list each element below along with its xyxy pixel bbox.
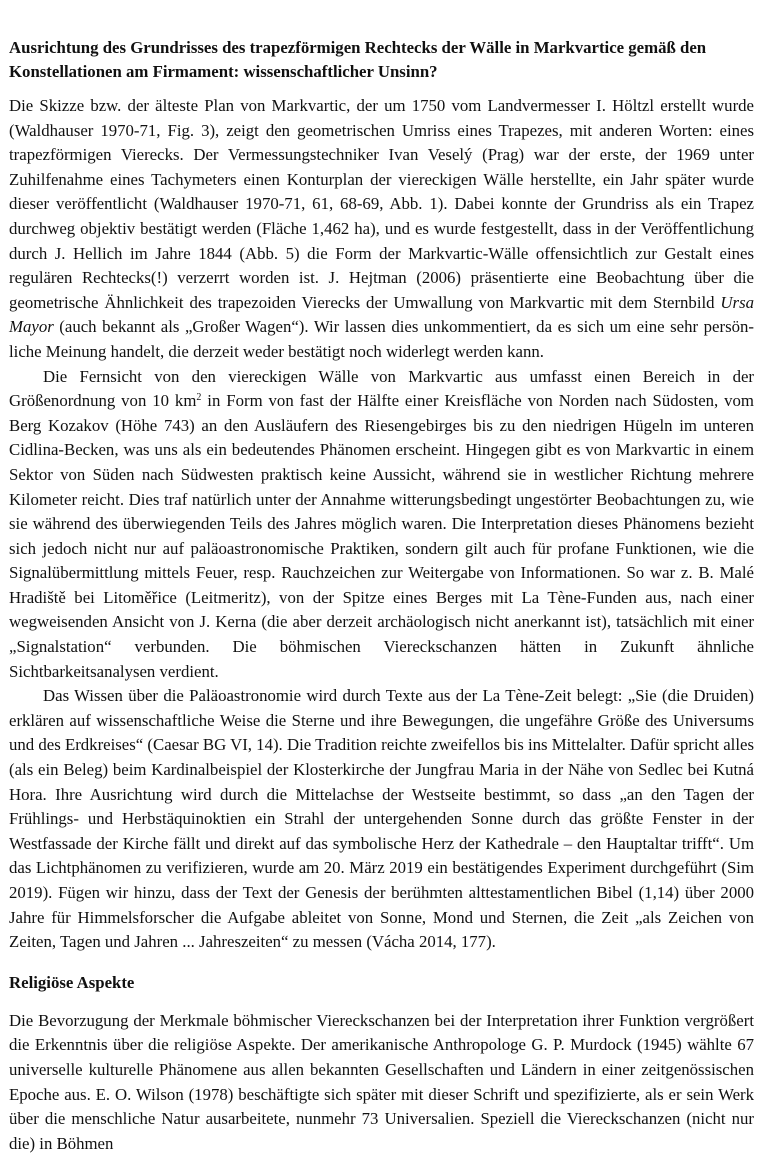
paragraph-1-text-a: Die Skizze bzw. der älteste Plan von Markvartic, der um 1750 vom Landvermesser I. Höltzl erstellt wurde (Waldhauser 1970-71, Fig. 3), zeigt den geometrischen Umriss eines Trapezes, mit anderen Worten: eines trapezförmigen Vierecks. Der Vermessungstechniker Ivan Veselý (Prag) war der erste, der 1969 unter Zuhilfenahme eines Tachymeters einen Konturplan der viereckigen Wälle herstellte, ein Jahr später wurde dieser veröffentlicht (Waldhauser 1970-71, 61, 68-69, Abb. 1). Dabei konnte der Grundriss als ein Trapez durchweg objektiv bestätigt werden (Fläche 1,462 ha), und es wurde festgestellt, dass in der Veröffentlichung durch J. Hellich im Jahre 1844 (Abb. 5) die Form der Markvartic-Wälle offensichtlich zur Gestalt eines regulären Rechtecks(!) verzerrt worden ist. J. Hejtman (2006) präsentierte eine Beobachtung über die geometrische Ähnlichkeit des trapezoiden Vierecks der Umwallung von Markvartic mit dem Sternbild <box>9 96 754 312</box>
paragraph-2 <box>9 365 754 685</box>
paragraph-1-text-b: (auch bekannt als „Großer Wagen“). Wir lassen dies unkommentiert, da es sich um eine sehr persönliche Meinung handelt, die derzeit weder bestätigt noch widerlegt werden kann. <box>9 317 754 361</box>
paragraph-2-text-b: in Form von fast der Hälfte einer Kreisfläche von Norden nach Südosten, vom Berg Kozakov (Höhe 743) an den Ausläufern des Riesengebirges bis zu den niedrigen Hügeln im unteren Cidlina-Becken, was uns als ein bedeutendes Phänomen erscheint. Hingegen gibt es von Markvartic in einem Sektor von Süden nach Südwesten praktisch keine Aussicht, während sie in westlicher Richtung mehrere Kilometer reicht. Dies traf natürlich unter der Annahme witterungsbedingt ungestörter Beobachtungen zu, wie sie während des überwiegenden Teils des Jahres möglich waren. Die Interpretation dieses Phänomens bezieht sich jedoch nicht nur auf paläoastronomische Praktiken, sondern gilt auch für profane Funktionen, wie die Signalübermittlung mittels Feuer, resp. Rauchzeichen zur Weitergabe von Informationen. So war z. B. Malé Hradiště bei Litoměřice (Leitmeritz), von der Spitze eines Berges mit La Tène-Funden aus, nach einer wegweisenden Ansicht von J. Kerna (die aber derzeit archäologisch nicht anerkannt ist), tatsächlich mit einer „Signalstation“ verbunden. Die böhmischen Viereckschanzen hätten in Zukunft ähnliche Sichtbarkeitsanalysen verdient. <box>9 391 754 681</box>
paragraph-2-superscript: 2 <box>196 392 202 404</box>
section-heading-alignment: Ausrichtung des Grundrisses des trapezförmigen Rechtecks der Wälle in Markvartice gemäß den Konstellationen am Firmament: wissenschaftlicher Unsinn? <box>9 38 707 81</box>
paragraph-4: Die Bevorzugung der Merkmale böhmischer Viereckschanzen bei der Interpretation ihrer Funktion vergrößert die Erkenntnis über die religiöse Aspekte. Der amerikanische Anthropologe G. P. Murdock (1945) wählte 67 universelle kulturelle Phänomene aus allen bekannten Gesellschaften und Ländern in einer zeitgenössischen Epoche aus. E. O. Wilson (1978) beschäftigte sich später mit dieser Schrift und spezifizierte, als er sein Werk über die menschliche Natur ausarbeitete, nunmehr 73 Universalien. Speziell die Viereckschanzen (nicht nur die) in Böhmen <box>9 1010 754 1153</box>
paragraph-1 <box>9 94 754 365</box>
section-heading-religious: Religiöse Aspekte <box>9 972 135 992</box>
paragraph-1-italic-term: Ursa Mayor <box>9 292 754 337</box>
paragraph-3: Das Wissen über die Paläoastronomie wird durch Texte aus der La Tène-Zeit belegt: „Sie (die Druiden) erklären auf wissenschaftliche Weise die Sterne und ihre Bewegungen, die ungefähre Größe des Universums und des Erdkreises“ (Caesar BG VI, 14). Die Tradition reichte zweifellos bis ins Mittelalter. Dafür spricht alles (als ein Beleg) beim Kardinalbeispiel der Klosterkirche der Jungfrau Maria in der Nähe von Sedlec bei Kutná Hora. Ihre Ausrichtung wird durch die Mittelachse der Westseite bestimmt, so dass „an den Tagen der Frühlings- und Herbstäquinoktien ein Strahl der untergehenden Sonne durch das größte Fenster in der Westfassade der Kirche fällt und direkt auf das symbolische Herz der Kathedrale – den Hauptaltar trifft“. Um das Lichtphänomen zu verifizieren, wurde am 20. März 2019 ein bestätigendes Experiment durchgeführt (Sim 2019). Fügen wir hinzu, dass der Text der Genesis der berühmten alttestamentlichen Bibel (1,14) über 2000 Jahre für Himmelsforscher die Aufgabe ableitet von Sonne, Mond und Sternen, die Zeit „als Zeichen von Zeiten, Tagen und Jahren ... Jahreszeiten“ zu messen (Vácha 2014, 177). <box>9 686 754 952</box>
paragraph-2-text-a: Die Fernsicht von den viereckigen Wälle von Markvartic aus umfasst einen Bereich in der Größenordnung von 10 km <box>9 366 754 411</box>
